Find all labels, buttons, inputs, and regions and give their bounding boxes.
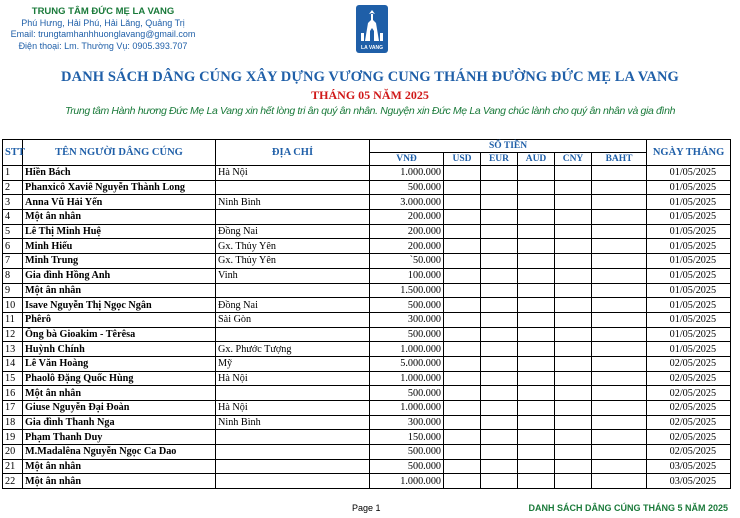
row-stt: 22 [3, 474, 23, 489]
row-vnd: 200.000 [370, 210, 444, 225]
row-cny [555, 445, 592, 460]
row-address [216, 445, 370, 460]
row-address [216, 386, 370, 401]
row-stt: 2 [3, 180, 23, 195]
row-date: 01/05/2025 [647, 166, 731, 181]
row-stt: 7 [3, 254, 23, 269]
row-name: Phaolô Đặng Quốc Hùng [23, 371, 216, 386]
row-eur [481, 283, 518, 298]
row-vnd: 100.000 [370, 268, 444, 283]
row-address: Gx. Thủy Yên [216, 254, 370, 269]
row-aud [518, 445, 555, 460]
row-vnd: 3.000.000 [370, 195, 444, 210]
row-eur [481, 459, 518, 474]
row-address [216, 459, 370, 474]
row-address: Đồng Nai [216, 224, 370, 239]
row-usd [444, 268, 481, 283]
table-row [3, 401, 731, 416]
row-baht [592, 356, 647, 371]
row-date: 01/05/2025 [647, 254, 731, 269]
row-aud [518, 312, 555, 327]
row-address [216, 210, 370, 225]
row-name: Lê Thị Minh Huệ [23, 224, 216, 239]
row-aud [518, 342, 555, 357]
table-row [3, 342, 731, 357]
row-name: Phêrô [23, 312, 216, 327]
row-eur [481, 312, 518, 327]
row-eur [481, 474, 518, 489]
table-row [3, 254, 731, 269]
row-baht [592, 180, 647, 195]
header-amount: SỐ TIỀN [370, 140, 647, 153]
row-vnd: 1.000.000 [370, 342, 444, 357]
row-address [216, 327, 370, 342]
table-row [3, 459, 731, 474]
row-baht [592, 268, 647, 283]
row-stt: 5 [3, 224, 23, 239]
row-usd [444, 356, 481, 371]
row-usd [444, 312, 481, 327]
row-baht [592, 386, 647, 401]
row-baht [592, 401, 647, 416]
row-vnd: 300.000 [370, 312, 444, 327]
row-stt: 11 [3, 312, 23, 327]
row-aud [518, 195, 555, 210]
row-baht [592, 254, 647, 269]
row-usd [444, 180, 481, 195]
row-cny [555, 268, 592, 283]
row-aud [518, 371, 555, 386]
row-aud [518, 180, 555, 195]
row-usd [444, 401, 481, 416]
table-row [3, 386, 731, 401]
page-number: Page 1 [352, 503, 381, 513]
row-date: 03/05/2025 [647, 474, 731, 489]
row-cny [555, 283, 592, 298]
row-aud [518, 283, 555, 298]
row-baht [592, 195, 647, 210]
row-eur [481, 430, 518, 445]
row-stt: 6 [3, 239, 23, 254]
row-name: Một ân nhân [23, 474, 216, 489]
header-name: TÊN NGƯỜI DÂNG CÚNG [23, 140, 216, 166]
row-aud [518, 356, 555, 371]
row-cny [555, 312, 592, 327]
row-baht [592, 210, 647, 225]
row-aud [518, 401, 555, 416]
row-baht [592, 342, 647, 357]
row-vnd: 150.000 [370, 430, 444, 445]
row-vnd: 5.000.000 [370, 356, 444, 371]
row-cny [555, 210, 592, 225]
table-row [3, 356, 731, 371]
row-name: Một ân nhân [23, 210, 216, 225]
row-usd [444, 459, 481, 474]
row-eur [481, 401, 518, 416]
row-date: 01/05/2025 [647, 283, 731, 298]
header-usd: USD [444, 153, 481, 166]
table-row [3, 195, 731, 210]
row-usd [444, 166, 481, 181]
row-aud [518, 166, 555, 181]
row-eur [481, 371, 518, 386]
row-name: Hiền Bách [23, 166, 216, 181]
row-baht [592, 166, 647, 181]
row-usd [444, 445, 481, 460]
table-row [3, 166, 731, 181]
table-row [3, 268, 731, 283]
header-cny: CNY [555, 153, 592, 166]
row-eur [481, 166, 518, 181]
row-baht [592, 239, 647, 254]
row-vnd: 500.000 [370, 180, 444, 195]
la-vang-logo-icon [356, 5, 388, 53]
row-name: Huỳnh Chính [23, 342, 216, 357]
row-stt: 10 [3, 298, 23, 313]
row-date: 01/05/2025 [647, 298, 731, 313]
org-name: TRUNG TÂM ĐỨC MẸ LA VANG [31, 6, 175, 17]
row-aud [518, 298, 555, 313]
row-date: 01/05/2025 [647, 342, 731, 357]
table-row [3, 224, 731, 239]
row-baht [592, 283, 647, 298]
row-usd [444, 342, 481, 357]
header-baht: BAHT [592, 153, 647, 166]
row-baht [592, 415, 647, 430]
row-date: 01/05/2025 [647, 268, 731, 283]
table-row [3, 312, 731, 327]
footer-title: DANH SÁCH DÂNG CÚNG THÁNG 5 NĂM 2025 [528, 503, 728, 513]
row-vnd: 500.000 [370, 386, 444, 401]
row-vnd: 300.000 [370, 415, 444, 430]
row-cny [555, 239, 592, 254]
row-usd [444, 298, 481, 313]
row-address [216, 180, 370, 195]
row-baht [592, 371, 647, 386]
row-vnd: 200.000 [370, 224, 444, 239]
row-usd [444, 283, 481, 298]
svg-text:LA VANG: LA VANG [361, 45, 383, 51]
row-vnd: 500.000 [370, 445, 444, 460]
row-address [216, 430, 370, 445]
page-title: DANH SÁCH DÂNG CÚNG XÂY DỰNG VƯƠNG CUNG THÁNH ĐƯỜNG ĐỨC MẸ LA VANG [61, 69, 679, 85]
row-eur [481, 298, 518, 313]
row-cny [555, 298, 592, 313]
row-usd [444, 195, 481, 210]
row-usd [444, 327, 481, 342]
row-address: Hà Nội [216, 166, 370, 181]
row-name: Giuse Nguyễn Đại Đoàn [23, 401, 216, 416]
row-name: Một ân nhân [23, 386, 216, 401]
table-row [3, 283, 731, 298]
row-baht [592, 298, 647, 313]
row-date: 01/05/2025 [647, 239, 731, 254]
row-address: Vinh [216, 268, 370, 283]
row-baht [592, 327, 647, 342]
table-row [3, 430, 731, 445]
row-stt: 14 [3, 356, 23, 371]
table-row [3, 415, 731, 430]
table-row [3, 445, 731, 460]
thanks-message: Trung tâm Hành hương Đức Mẹ La Vang xin hết lòng tri ân quý ân nhân. Nguyện xin Đức Mẹ La Vang chúc lành cho quý ân nhân và gia đình [64, 105, 676, 117]
row-cny [555, 430, 592, 445]
row-vnd: 500.000 [370, 298, 444, 313]
row-eur [481, 342, 518, 357]
row-aud [518, 268, 555, 283]
org-phone: Điện thoại: Lm. Thường Vụ: 0905.393.707 [18, 40, 188, 51]
row-date: 02/05/2025 [647, 430, 731, 445]
row-stt: 16 [3, 386, 23, 401]
row-stt: 9 [3, 283, 23, 298]
row-eur [481, 415, 518, 430]
row-date: 02/05/2025 [647, 401, 731, 416]
row-stt: 18 [3, 415, 23, 430]
row-cny [555, 166, 592, 181]
row-eur [481, 239, 518, 254]
row-cny [555, 180, 592, 195]
row-usd [444, 224, 481, 239]
row-vnd: 1.000.000 [370, 474, 444, 489]
row-eur [481, 224, 518, 239]
row-aud [518, 224, 555, 239]
row-baht [592, 312, 647, 327]
row-name: Phanxicô Xaviê Nguyễn Thành Long [23, 180, 216, 195]
row-vnd: 1.000.000 [370, 401, 444, 416]
row-date: 02/05/2025 [647, 356, 731, 371]
row-eur [481, 210, 518, 225]
row-address: Sài Gòn [216, 312, 370, 327]
row-usd [444, 430, 481, 445]
header-date: NGÀY THÁNG [647, 140, 731, 166]
row-date: 01/05/2025 [647, 312, 731, 327]
row-date: 02/05/2025 [647, 386, 731, 401]
row-date: 02/05/2025 [647, 415, 731, 430]
header-aud: AUD [518, 153, 555, 166]
row-vnd: 1.500.000 [370, 283, 444, 298]
row-eur [481, 386, 518, 401]
row-baht [592, 459, 647, 474]
row-cny [555, 327, 592, 342]
row-aud [518, 474, 555, 489]
row-aud [518, 430, 555, 445]
row-date: 01/05/2025 [647, 224, 731, 239]
row-usd [444, 386, 481, 401]
row-eur [481, 195, 518, 210]
header-eur: EUR [481, 153, 518, 166]
row-address: Mỹ [216, 356, 370, 371]
row-vnd: 1.000.000 [370, 166, 444, 181]
row-address: Hà Nội [216, 371, 370, 386]
header-address: ĐỊA CHỈ [216, 140, 370, 166]
row-stt: 17 [3, 401, 23, 416]
table-row [3, 474, 731, 489]
row-cny [555, 356, 592, 371]
row-name: Minh Hiếu [23, 239, 216, 254]
row-address: Gx. Phước Tượng [216, 342, 370, 357]
row-eur [481, 327, 518, 342]
row-aud [518, 239, 555, 254]
row-aud [518, 327, 555, 342]
row-date: 03/05/2025 [647, 459, 731, 474]
row-baht [592, 430, 647, 445]
row-date: 01/05/2025 [647, 195, 731, 210]
row-name: Lê Văn Hoàng [23, 356, 216, 371]
row-cny [555, 401, 592, 416]
row-stt: 19 [3, 430, 23, 445]
row-eur [481, 445, 518, 460]
org-email: Email: trungtamhanhhuonglavang@gmail.com [10, 29, 196, 40]
row-name: Một ân nhân [23, 283, 216, 298]
row-stt: 1 [3, 166, 23, 181]
header-vnd: VNĐ [370, 153, 444, 166]
row-aud [518, 386, 555, 401]
org-address: Phú Hưng, Hải Phú, Hải Lăng, Quảng Trị [21, 17, 185, 28]
row-aud [518, 210, 555, 225]
row-stt: 21 [3, 459, 23, 474]
row-vnd: 1.000.000 [370, 371, 444, 386]
table-row [3, 239, 731, 254]
row-stt: 8 [3, 268, 23, 283]
row-name: Anna Vũ Hải Yến [23, 195, 216, 210]
row-address: Hà Nội [216, 401, 370, 416]
row-vnd: `50.000 [370, 254, 444, 269]
row-cny [555, 342, 592, 357]
row-name: M.Madalêna Nguyễn Ngọc Ca Dao [23, 445, 216, 460]
month-subtitle: THÁNG 05 NĂM 2025 [311, 88, 429, 102]
row-name: Một ân nhân [23, 459, 216, 474]
row-vnd: 500.000 [370, 459, 444, 474]
row-stt: 4 [3, 210, 23, 225]
row-date: 02/05/2025 [647, 445, 731, 460]
row-baht [592, 445, 647, 460]
row-cny [555, 195, 592, 210]
row-aud [518, 254, 555, 269]
row-date: 01/05/2025 [647, 180, 731, 195]
row-address: Gx. Thủy Yên [216, 239, 370, 254]
row-stt: 13 [3, 342, 23, 357]
table-row [3, 371, 731, 386]
row-eur [481, 180, 518, 195]
row-baht [592, 224, 647, 239]
row-date: 01/05/2025 [647, 210, 731, 225]
row-date: 02/05/2025 [647, 371, 731, 386]
row-cny [555, 459, 592, 474]
row-usd [444, 371, 481, 386]
row-cny [555, 224, 592, 239]
donation-table [2, 139, 731, 489]
table-row [3, 298, 731, 313]
row-address: Ninh Bình [216, 415, 370, 430]
row-address: Đồng Nai [216, 298, 370, 313]
row-name: Isave Nguyễn Thị Ngọc Ngân [23, 298, 216, 313]
row-usd [444, 415, 481, 430]
row-cny [555, 371, 592, 386]
row-cny [555, 254, 592, 269]
row-stt: 20 [3, 445, 23, 460]
row-usd [444, 474, 481, 489]
row-eur [481, 356, 518, 371]
table-row [3, 327, 731, 342]
row-address [216, 474, 370, 489]
row-cny [555, 386, 592, 401]
row-eur [481, 254, 518, 269]
row-aud [518, 415, 555, 430]
row-name: Gia đình Hồng Anh [23, 268, 216, 283]
row-baht [592, 474, 647, 489]
row-cny [555, 415, 592, 430]
row-stt: 12 [3, 327, 23, 342]
row-usd [444, 254, 481, 269]
row-name: Minh Trung [23, 254, 216, 269]
row-date: 01/05/2025 [647, 327, 731, 342]
row-stt: 15 [3, 371, 23, 386]
row-usd [444, 210, 481, 225]
row-usd [444, 239, 481, 254]
row-address [216, 283, 370, 298]
row-name: Ông bà Gioakim - Têrêsa [23, 327, 216, 342]
header-stt: STT [3, 140, 23, 166]
row-eur [481, 268, 518, 283]
row-name: Phạm Thanh Duy [23, 430, 216, 445]
row-vnd: 200.000 [370, 239, 444, 254]
row-aud [518, 459, 555, 474]
row-vnd: 500.000 [370, 327, 444, 342]
table-row [3, 210, 731, 225]
row-stt: 3 [3, 195, 23, 210]
organization-info [8, 6, 198, 52]
row-name: Gia đình Thanh Nga [23, 415, 216, 430]
table-row [3, 180, 731, 195]
row-cny [555, 474, 592, 489]
row-address: Ninh Bình [216, 195, 370, 210]
